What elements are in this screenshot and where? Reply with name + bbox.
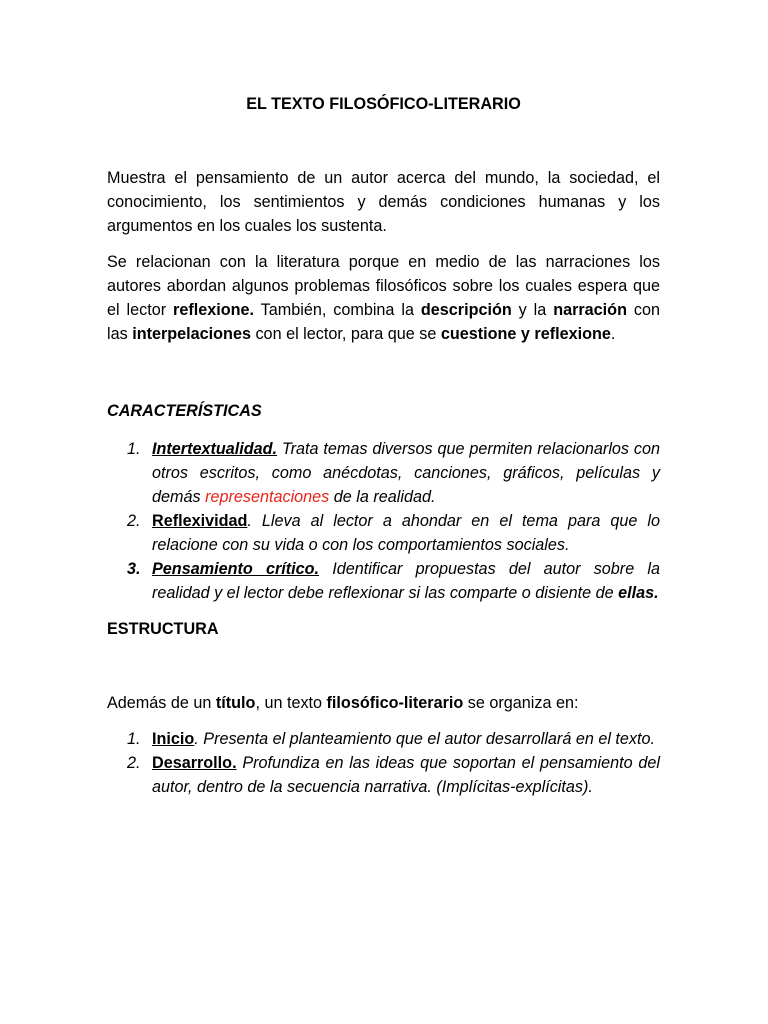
relation-bold-descripcion: descripción — [420, 301, 512, 319]
item-text: Identificar propuestas del autor sobre la realidad y el lector debe reflexionar si las comparte o disiente de — [152, 560, 660, 602]
relation-bold-interpelaciones: interpelaciones — [132, 325, 251, 343]
estructura-text-1: Además de un — [107, 694, 216, 712]
list-number: 2. — [127, 754, 141, 772]
estructura-heading: ESTRUCTURA — [107, 620, 219, 638]
list-number: 1. — [127, 730, 141, 748]
term-inicio: Inicio — [152, 730, 195, 748]
list-item-reflexividad — [107, 509, 660, 557]
estructura-intro — [107, 691, 660, 715]
list-item-desarrollo — [107, 751, 660, 799]
relation-bold-reflexione: reflexione. — [173, 301, 255, 319]
relation-text-1: Se relacionan con la literatura porque en medio de las narraciones los autores abordan algunos problemas filosóficos sobre los cuales espera que el lector — [107, 253, 660, 319]
estructura-bold-titulo: título — [215, 694, 256, 712]
item-text: Trata temas diversos que permiten relacionarlos con otros escritos, como anécdotas, canciones, gráficos, películas y demás — [152, 440, 660, 506]
item-text: . Lleva al lector a ahondar en el tema para que lo relacione con su vida o con los comportamientos sociales. — [152, 512, 660, 554]
intro-paragraph: Muestra el pensamiento de un autor acerca del mundo, la sociedad, el conocimiento, los sentimientos y demás condiciones humanas y los argumentos en los cuales los sustenta. — [107, 169, 660, 235]
estructura-text-3: se organiza en: — [463, 694, 579, 712]
caracteristicas-heading: CARACTERÍSTICAS — [107, 402, 262, 420]
item-text-end: de la realidad. — [329, 488, 436, 506]
item-text: Profundiza en las ideas que soportan el pensamiento del autor, dentro de la secuencia narrativa. (Implícitas-explícitas). — [152, 754, 660, 796]
highlight-representaciones: representaciones — [205, 488, 330, 506]
list-item-inicio — [107, 727, 660, 751]
term-desarrollo: Desarrollo. — [152, 754, 237, 772]
list-number: 3. — [127, 560, 141, 578]
list-item-intertextualidad — [107, 437, 660, 509]
term-pensamiento-critico: Pensamiento crítico. — [152, 560, 320, 578]
relation-bold-cuestione: cuestione y reflexione — [440, 325, 611, 343]
relation-bold-narracion: narración — [553, 301, 627, 319]
item-text: . Presenta el planteamiento que el autor desarrollará en el texto. — [194, 730, 656, 748]
relation-text-4: con las — [107, 301, 660, 343]
relation-paragraph — [107, 250, 660, 346]
caracteristicas-list — [107, 437, 660, 605]
item-text-tail: ellas. — [618, 584, 659, 602]
term-reflexividad: Reflexividad — [152, 512, 248, 530]
list-item-pensamiento-critico — [107, 557, 660, 605]
list-number: 1. — [127, 440, 141, 458]
relation-text-5: con el lector, para que se — [250, 325, 441, 343]
estructura-text-2: , un texto — [255, 694, 327, 712]
relation-text-2: También, combina la — [254, 301, 421, 319]
relation-text-6: . — [610, 325, 616, 343]
estructura-bold-filosofico: filosófico-literario — [326, 694, 464, 712]
list-number: 2. — [127, 512, 141, 530]
term-intertextualidad: Intertextualidad. — [152, 440, 278, 458]
relation-text-3: y la — [511, 301, 554, 319]
estructura-list — [107, 727, 660, 799]
document-title: EL TEXTO FILOSÓFICO-LITERARIO — [246, 95, 521, 113]
